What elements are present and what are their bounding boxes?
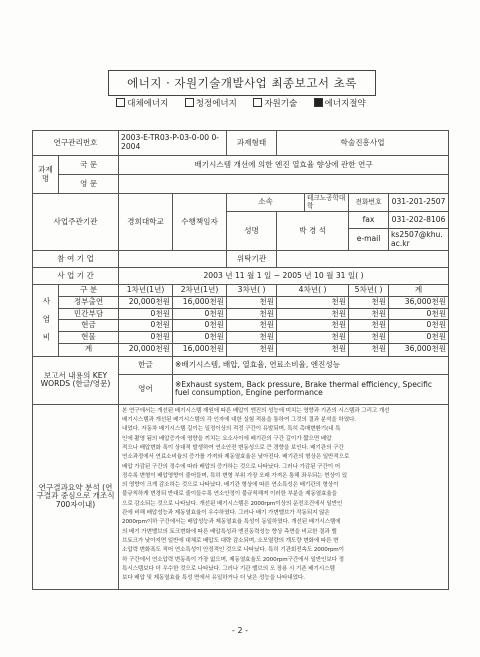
category-checkboxes [108,95,374,110]
org-label: 사업주관기관 [33,194,119,251]
budget-side-label: 사 업 비 [33,285,59,357]
tel-label: 전화번호 [349,194,389,212]
category-energy-saving[interactable]: 에너지절약 [314,97,366,109]
category-resource[interactable]: 자원기술 [253,97,297,109]
project-type-label: 과제형태 [227,131,277,156]
tel-value: 031-201-2507 [389,194,449,212]
fax-value: 031-202-8106 [389,212,449,229]
consign-value [277,251,449,268]
org-value: 경희대학교 [119,194,173,251]
budget-col-header: 3차년( ) [227,285,277,297]
korean-name-value: 배기시스템 개선에 의한 엔진 열효율 향상에 관한 연구 [119,156,449,175]
budget-row: 정부출연 20,000천원 16,000천원 천원 천원 천원 36,000천원 [33,296,449,308]
email-value: ks2507@khu.ac.kr [389,229,449,251]
fax-label: fax [349,212,389,229]
project-name-label: 과제명 [33,156,59,194]
category-renewable[interactable]: 대체에너지 [116,97,168,109]
consign-label: 위탁기관 [227,251,277,268]
checkbox-icon[interactable] [253,98,262,107]
budget-col-header: 구 분 [59,285,119,297]
keywords-korean-label: 한글 [119,356,173,374]
checkbox-icon[interactable] [185,98,194,107]
summary-text: 본 연구에서는 개선된 배기시스템 재원에 따른 배압이 엔진의 성능에 미치는 영향과 기존의 시스템과 그리고 개선 배기시스템과 개선된 배기시스템의 각 인자에 대한 실험 적용을 통하여 그것의 결과 분석을 하였다. 내었다. 자동차 배기시스템 길이는 일정이상의 적정 구간이 유발되며, 특히 촉매변환기(내 특 인에 촬영 됨의 배압증가에 영향을 끼치는 요소사이에 배기관의 구간 길이가 짧으면 배압 적으나 배압변화 폭이 상대적 발생하여 연소안전 변동성으로 큰 경향을 보인다. 배기관의 구간 연소과정에서 연료소비율의 증가를 가져와 제동열효율은 낮아진다. 배기관의 형상은 일반적으로 배압 가감된 구간의 정수에 따라 배압의 증가하는 것으로 나타났다. 그러나 가감된 구간이 어 정수록 변형이 배압영향이 줄어들며, 특히 변형 부위 가장 오래 가져온 통해 좌우되는 현상이 있 의 영향이 크게 감소하는 것으로 나타났다. 배기관 형상에 따른 연소특성은 배기관의 형상이 불규칙하게 변경되 반대로 줄이들수록 연소안정이 불규칙해져 이러한 부분을 제동열효율을 으로 감소되는 것으로 나타났다. 개선된 배기시스템은 2000rpm이상의 운전조건에서 일반인 관에 비해 배압성능과 제동열효율이 우수하였다. 그러나 배기 가변밸브가 작동되지 않은 2000rpm이하 구간에서는 배압성능과 제동열효율 특성이 동일하였다. 개선된 배기시스템에 의 배기 가변밸브의 토크변화에 따른 배압특성과 엔진동력성능 향상 측면을 비교한 결과 밸 브토크가 낮아지면 일반에 대체로 배압도 대략 감소되며, 소모열량의 개도량 변화에 따른 변 소압력 변화폭도 적어 연소특성이 안정적인 것으로 나타났다. 특히 기관회전속도 2000rpm이 하 구간에서 연소압력 변동폭이 가장 없으며, 제동열효율도 2000rpm구간에서 일반인보다 정 특시스템보다 더 우수한 것으로 나타났다. 그러나 기관 밸브의 오 장용 시 기존 배기시스템 보다 배압 및 제동열효율 특성 면에서 유일하거나 더 낮은 성능을 나타내었다. [119,404,449,589]
affiliation-value: 테크노공학대학 [305,194,349,212]
period-value: 2003 년 11 월 1 일 ~ 2005 년 10 월 31 일( ) [119,268,449,285]
keywords-korean-value: ※배기시스템, 배압, 열효율, 연료소비율, 엔진성능 [173,356,449,374]
budget-col-header: 2차년(1년) [173,285,227,297]
english-name-value [119,175,449,194]
budget-row: 현물 0천원 0천원 천원 천원 천원 0천원 [33,332,449,344]
budget-col-header: 5차년( ) [349,285,389,297]
participant-value [119,251,227,268]
project-no-label: 연구관리번호 [33,131,119,156]
budget-row: 계 20,000천원 16,000천원 천원 천원 천원 36,000천원 [33,343,449,356]
period-label: 사 업 기 간 [33,268,119,285]
participant-label: 참 여 기 업 [33,251,119,268]
performer-label: 수행책임자 [173,194,227,251]
keywords-english-value: ※Exhaust system, Back pressure, Brake thermal efficiency, Specific fuel consumption, Engine performance [173,374,449,404]
korean-name-label: 국 문 [59,156,119,175]
budget-row: 현금 0천원 0천원 천원 천원 천원 0천원 [33,320,449,332]
budget-col-header: 4차년( ) [277,285,349,297]
budget-col-header: 계 [389,285,449,297]
project-no-value: 2003-E-TR03-P-03-0-00 0-2004 [119,131,227,156]
keywords-english-label: 영어 [119,374,173,404]
report-form-table [32,130,449,590]
report-title: 에너지 · 자원기술개발사업 최종보고서 초록 [108,70,376,96]
name-value: 박 경 석 [277,212,349,251]
project-type-value: 학술진흥사업 [277,131,449,156]
checkbox-checked-icon[interactable] [314,98,323,107]
budget-row: 민간부담 0천원 0천원 천원 천원 천원 0천원 [33,308,449,320]
english-name-label: 영 문 [59,175,119,194]
affiliation-label: 소속 [227,194,305,212]
summary-label: 연구결과요약 분석 (연구결과 중심으로 개조식 700자이내) [33,404,119,589]
budget-col-header: 1차년(1년) [119,285,173,297]
email-label: e-mail [349,229,389,251]
keywords-label: 보고서 내용의 KEY WORDS (한글/영문) [33,356,119,404]
name-label: 성명 [227,212,277,251]
category-clean[interactable]: 청정에너지 [185,97,237,109]
checkbox-icon[interactable] [116,98,125,107]
page-number: - 2 - [232,626,248,635]
